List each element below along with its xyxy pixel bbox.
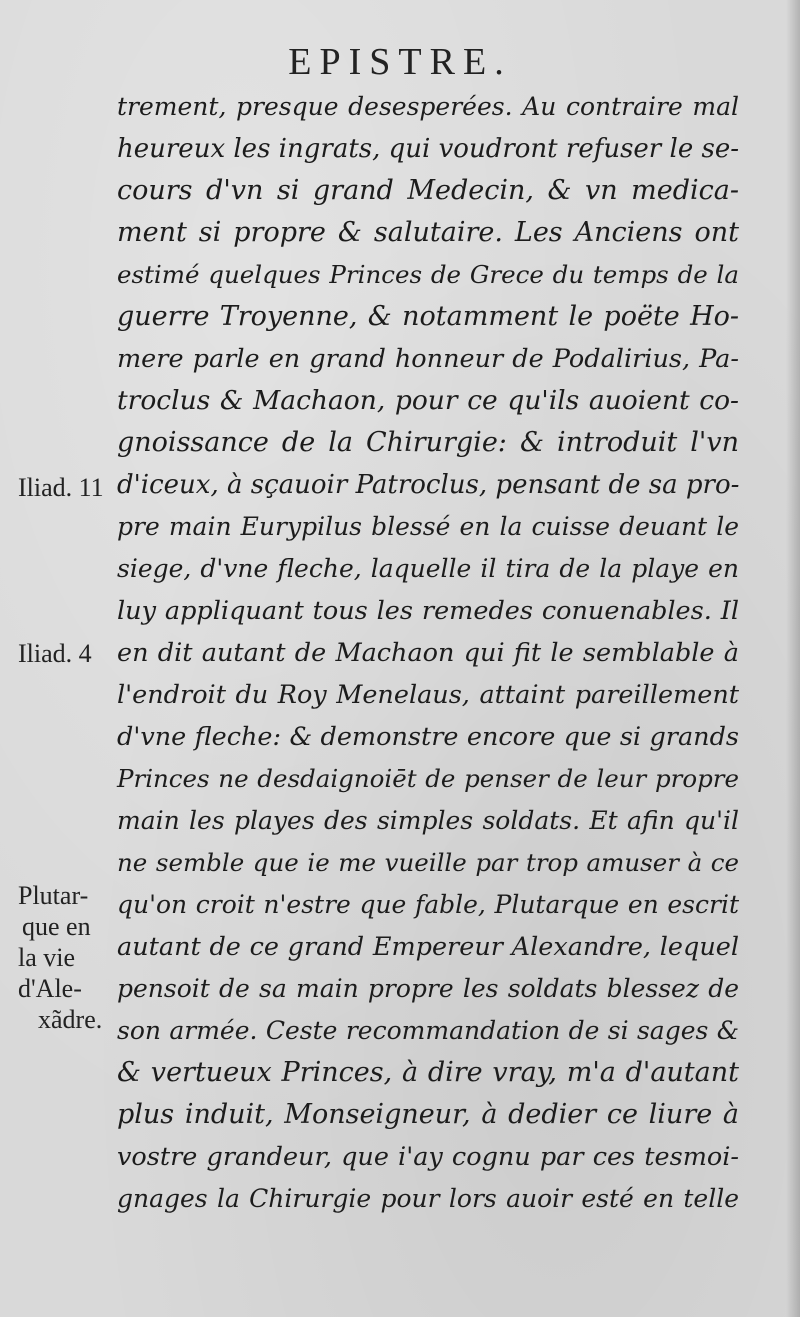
text-line: trement, presque desesperées. Au contraire mal [117,92,739,121]
text-line: d'iceux, à sçauoir Patroclus, pensant de sa pro- [117,470,740,500]
text-line: son armée. Ceste recommandation de si sages & [117,1016,739,1045]
margin-note-iliad-11: Iliad. 11 [18,473,104,502]
text-line: pensoit de sa main propre les soldats blessez de [117,974,739,1003]
text-line: & vertueux Princes, à dire vray, m'a d'autant [117,1057,739,1088]
text-line: mere parle en grand honneur de Podalirius, Pa- [117,344,739,374]
text-line: cours d'vn si grand Medecin, & vn medica- [117,175,739,206]
text-line: autant de ce grand Empereur Alexandre, lequel [117,932,739,962]
text-line: guerre Troyenne, & notamment le poëte Ho- [117,301,739,332]
text-line: luy appliquant tous les remedes conuenables. Il [117,596,739,626]
page-gutter-shadow [786,0,800,1317]
body-text [117,86,739,1220]
margin-note-line: xãdre. [38,1005,103,1034]
text-line: gnoissance de la Chirurgie: & introduit l'vn [117,427,739,458]
margin-note-iliad-4: Iliad. 4 [18,639,92,668]
text-line: main les playes des simples soldats. Et afin qu'il [117,806,739,835]
text-line: vostre grandeur, que i'ay cognu par ces tesmoi- [117,1142,739,1172]
text-line: plus induit, Monseigneur, à dedier ce liure à [117,1099,739,1130]
text-line: troclus & Machaon, pour ce qu'ils auoient co- [117,385,739,416]
text-line: d'vne fleche: & demonstre encore que si grands [117,722,739,752]
text-line: ne semble que ie me vueille par trop amuser à ce [117,848,739,877]
text-line: qu'on croit n'estre que fable, Plutarque en escrit [117,890,739,919]
text-line: Princes ne desdaignoiēt de penser de leur propre [117,764,739,793]
text-line: ment si propre & salutaire. Les Anciens ont [117,217,739,248]
text-line: pre main Eurypilus blessé en la cuisse deuant le [117,512,739,541]
text-line: en dit autant de Machaon qui fit le semblable à [117,638,739,668]
running-head: EPISTRE. [288,41,512,83]
margin-note-plutarque [18,880,102,1035]
margin-note-line: la vie [18,943,76,972]
text-line: heureux les ingrats, qui voudront refuser le se- [117,134,739,164]
text-line: estimé quelques Princes de Grece du temps de la [117,260,739,289]
margin-note-line: que en [22,912,91,941]
margin-note-line: Plutar- [18,881,89,910]
margin-note-line: d'Ale- [18,974,82,1003]
text-line: l'endroit du Roy Menelaus, attaint pareillement [117,680,739,710]
text-line: siege, d'vne fleche, laquelle il tira de la playe en [117,554,739,583]
text-line: gnages la Chirurgie pour lors auoir esté en telle [117,1184,739,1213]
